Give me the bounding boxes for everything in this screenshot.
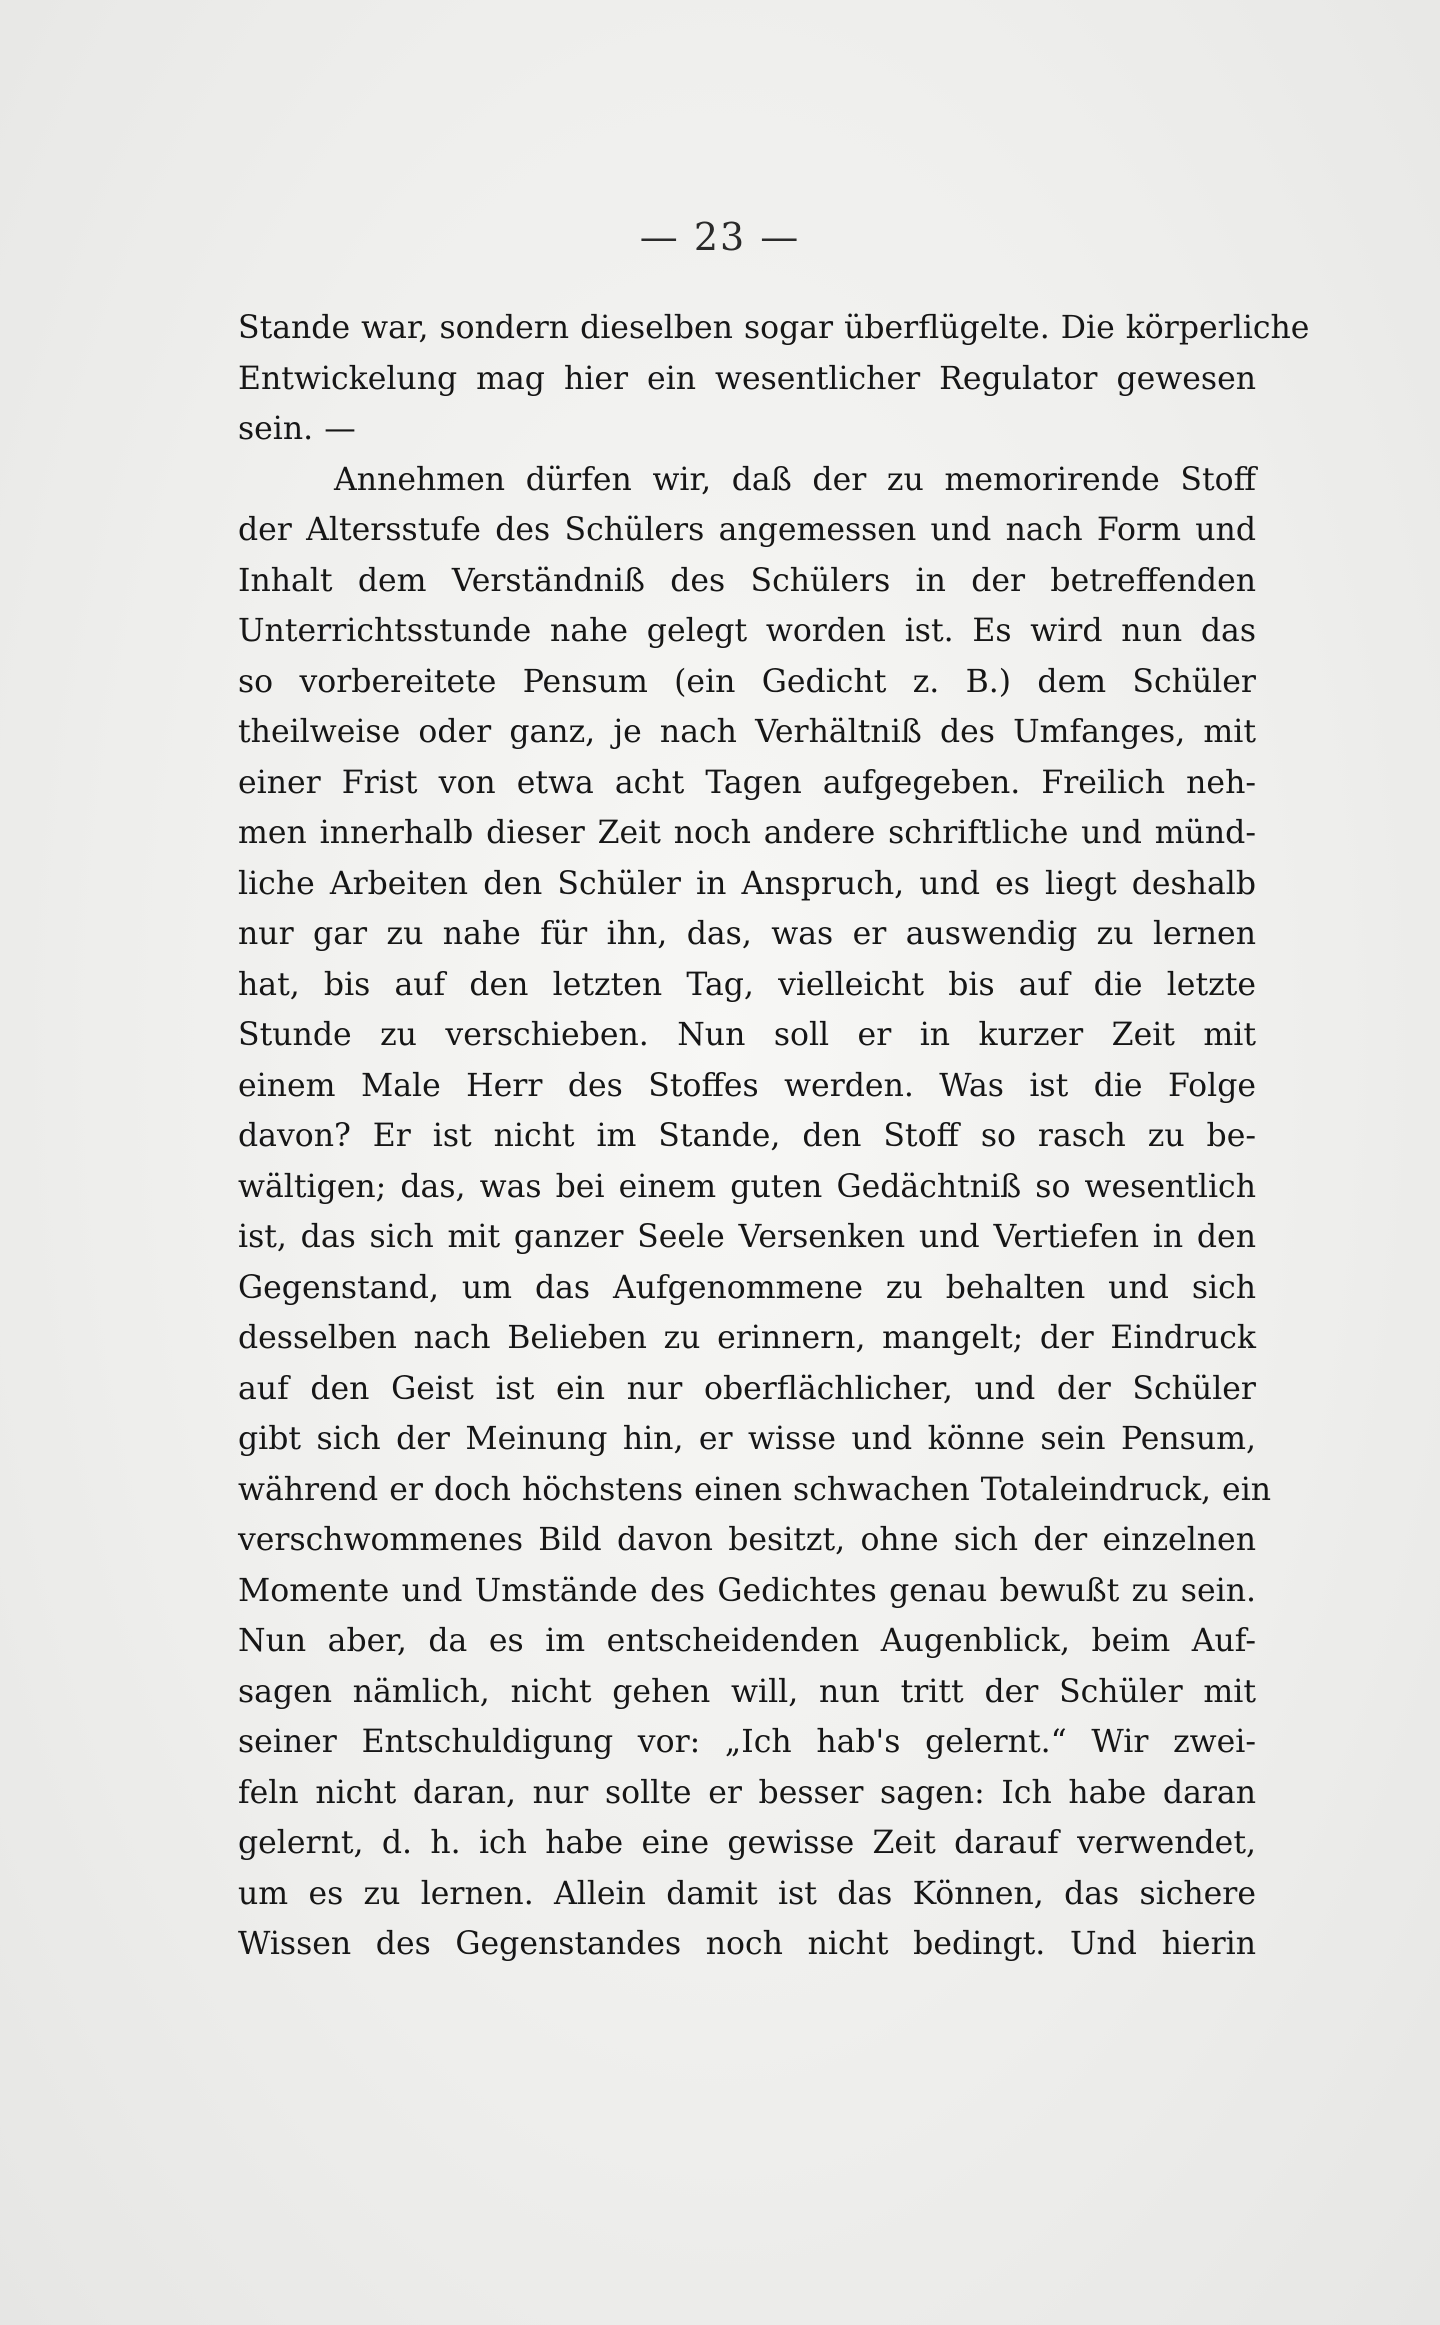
text-line: gelernt, d. h. ich habe eine gewisse Zeit darauf verwendet, [238,1825,1256,1861]
text-line: desselben nach Belieben zu erinnern, mangelt; der Eindruck [238,1320,1256,1356]
text-line: wältigen; das, was bei einem guten Gedächtniß so wesentlich [238,1168,1256,1205]
text-line: so vorbereitete Pensum (ein Gedicht z. B.) dem Schüler [238,663,1256,700]
text-line: feln nicht daran, nur sollte er besser sagen: Ich habe daran [238,1774,1256,1811]
text-line: Nun aber, da es im entscheidenden Augenblick, beim Auf- [238,1623,1256,1659]
text-line: verschwommenes Bild davon besitzt, ohne sich der einzelnen [238,1522,1256,1558]
text-line: sagen nämlich, nicht gehen will, nun tritt der Schüler mit [238,1673,1256,1710]
text-line: Gegenstand, um das Aufgenommene zu behalten und sich [238,1269,1256,1306]
text-line: men innerhalb dieser Zeit noch andere schriftliche und münd- [238,815,1256,851]
text-line: Stunde zu verschieben. Nun soll er in kurzer Zeit mit [238,1017,1256,1053]
text-line: einem Male Herr des Stoffes werden. Was ist die Folge [238,1067,1256,1104]
text-line: hat, bis auf den letzten Tag, vielleicht bis auf die letzte [238,966,1256,1003]
text-line: Inhalt dem Verständniß des Schülers in der betreffenden [238,562,1256,599]
text-line: seiner Entschuldigung vor: „Ich hab's gelernt.“ Wir zwei- [238,1724,1256,1760]
text-line: ist, das sich mit ganzer Seele Versenken und Vertiefen in den [238,1219,1256,1255]
text-line: Unterrichtsstunde nahe gelegt worden ist. Es wird nun das [238,613,1256,649]
body-text [238,303,1310,1970]
text-line: gibt sich der Meinung hin, er wisse und könne sein Pensum, [238,1421,1256,1457]
text-line: der Altersstufe des Schülers angemessen und nach Form und [238,512,1256,548]
text-line: während er doch höchstens einen schwachen Totaleindruck, ein [238,1471,1272,1508]
text-line: nur gar zu nahe für ihn, das, was er auswendig zu lernen [238,916,1256,952]
text-line: einer Frist von etwa acht Tagen aufgegeben. Freilich neh- [238,764,1256,801]
text-line: sein. — [238,411,356,447]
text-line: theilweise oder ganz, je nach Verhältniß des Umfanges, mit [238,714,1256,750]
text-line: davon? Er ist nicht im Stande, den Stoff so rasch zu be- [238,1118,1256,1154]
text-line: auf den Geist ist ein nur oberflächlicher, und der Schüler [238,1370,1256,1407]
text-line: Wissen des Gegenstandes noch nicht bedingt. Und hierin [238,1926,1256,1962]
page-number: — 23 — [639,215,801,259]
text-line: Entwickelung mag hier ein wesentlicher Regulator gewesen [238,360,1256,397]
text-line: um es zu lernen. Allein damit ist das Können, das sichere [238,1875,1256,1912]
text-line: Stande war, sondern dieselben sogar überflügelte. Die körperliche [238,310,1310,346]
text-line: liche Arbeiten den Schüler in Anspruch, und es liegt deshalb [238,865,1256,902]
paragraph-first-line: Annehmen dürfen wir, daß der zu memorirende Stoff [334,461,1256,498]
text-line: Momente und Umstände des Gedichtes genau bewußt zu sein. [238,1572,1256,1609]
